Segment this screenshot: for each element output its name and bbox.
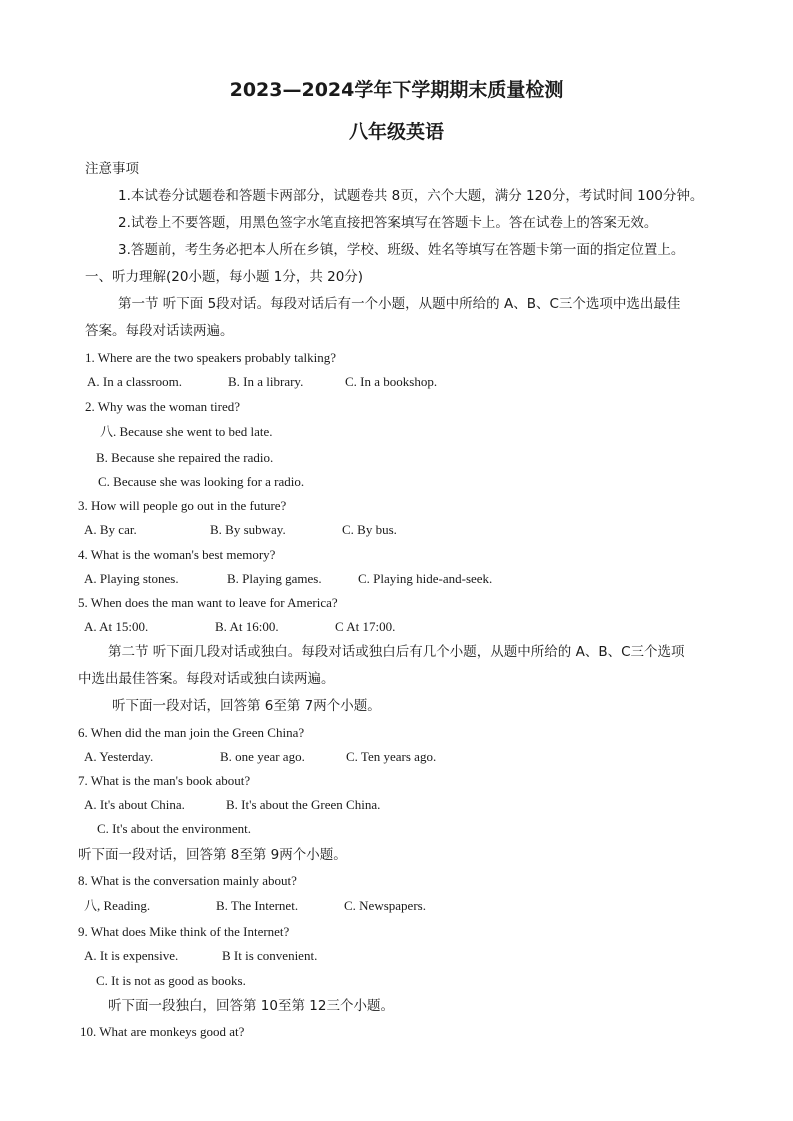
option-b: B. It's about the Green China. [226, 797, 381, 812]
notes-heading: 注意事项 [85, 161, 139, 177]
option-b: B. The Internet. [216, 898, 299, 913]
option-b: B. By subway. [210, 522, 286, 537]
part1-instruction-line1: 第一节 听下面 5段对话。每段对话后有一个小题，从题中所给的 A、B、C三个选项中选出最佳 [118, 296, 681, 312]
option-a: 八, Reading. [84, 898, 151, 913]
instruction-q6-7: 听下面一段对话，回答第 6至第 7两个小题。 [112, 698, 381, 714]
question-stem: 1. Where are the two speakers probably talking? [85, 350, 336, 365]
section-heading: 一、听力理解(20小题，每小题 1分，共 20分) [85, 269, 364, 285]
option-b: B. At 16:00. [215, 619, 279, 634]
option-a: A. Yesterday. [84, 749, 154, 764]
question-stem: 4. What is the woman's best memory? [78, 547, 276, 562]
exam-title: 2023—2024学年下学期期末质量检测 [229, 79, 564, 101]
option-a: A. In a classroom. [87, 374, 182, 389]
option-c: C. Ten years ago. [346, 749, 437, 764]
option-c: C. Because she was looking for a radio. [98, 474, 305, 489]
option-a: A. By car. [84, 522, 137, 537]
option-a: A. It's about China. [84, 797, 185, 812]
instruction-q8-9: 听下面一段对话，回答第 8至第 9两个小题。 [78, 847, 347, 863]
option-a: A. Playing stones. [84, 571, 179, 586]
part2-instruction-line2: 中选出最佳答案。每段对话或独白读两遍。 [78, 671, 335, 687]
exam-subtitle: 八年级英语 [348, 121, 444, 143]
option-c: C. In a bookshop. [345, 374, 438, 389]
option-c: C. Playing hide-and-seek. [358, 571, 493, 586]
note-item-2: 2.试卷上不要答题，用黑色签字水笔直接把答案填写在答题卡上。答在试卷上的答案无效。 [118, 215, 658, 231]
instruction-q10-12: 听下面一段独白，回答第 10至第 12三个小题。 [108, 998, 394, 1014]
question-stem: 2. Why was the woman tired? [85, 399, 240, 414]
part1-instruction-line2: 答案。每段对话读两遍。 [85, 323, 234, 339]
option-c: C. It is not as good as books. [96, 973, 246, 988]
option-b: B. one year ago. [220, 749, 305, 764]
option-c: C At 17:00. [335, 619, 396, 634]
option-c: C. Newspapers. [344, 898, 426, 913]
option-b: B. In a library. [228, 374, 304, 389]
question-stem: 6. When did the man join the Green China? [78, 725, 305, 740]
question-stem: 5. When does the man want to leave for America? [78, 595, 338, 610]
question-stem: 3. How will people go out in the future? [78, 498, 287, 513]
note-item-1: 1.本试卷分试题卷和答题卡两部分，试题卷共 8页，六个大题，满分 120分，考试时间 100分钟。 [118, 188, 704, 204]
option-a: 八. Because she went to bed late. [100, 424, 273, 439]
option-b: B. Playing games. [227, 571, 322, 586]
option-c: C. It's about the environment. [97, 821, 251, 836]
question-stem: 10. What are monkeys good at? [80, 1024, 245, 1039]
option-b: B It is convenient. [222, 948, 318, 963]
option-a: A. At 15:00. [84, 619, 149, 634]
option-b: B. Because she repaired the radio. [96, 450, 274, 465]
question-stem: 9. What does Mike think of the Internet? [78, 924, 290, 939]
question-stem: 7. What is the man's book about? [78, 773, 251, 788]
option-a: A. It is expensive. [84, 948, 179, 963]
note-item-3: 3.答题前，考生务必把本人所在乡镇，学校、班级、姓名等填写在答题卡第一面的指定位置上。 [118, 242, 685, 258]
question-stem: 8. What is the conversation mainly about? [78, 873, 297, 888]
part2-instruction-line1: 第二节 听下面几段对话或独白。每段对话或独白后有几个小题，从题中所给的 A、B、C三个选项 [108, 644, 685, 660]
option-c: C. By bus. [342, 522, 397, 537]
